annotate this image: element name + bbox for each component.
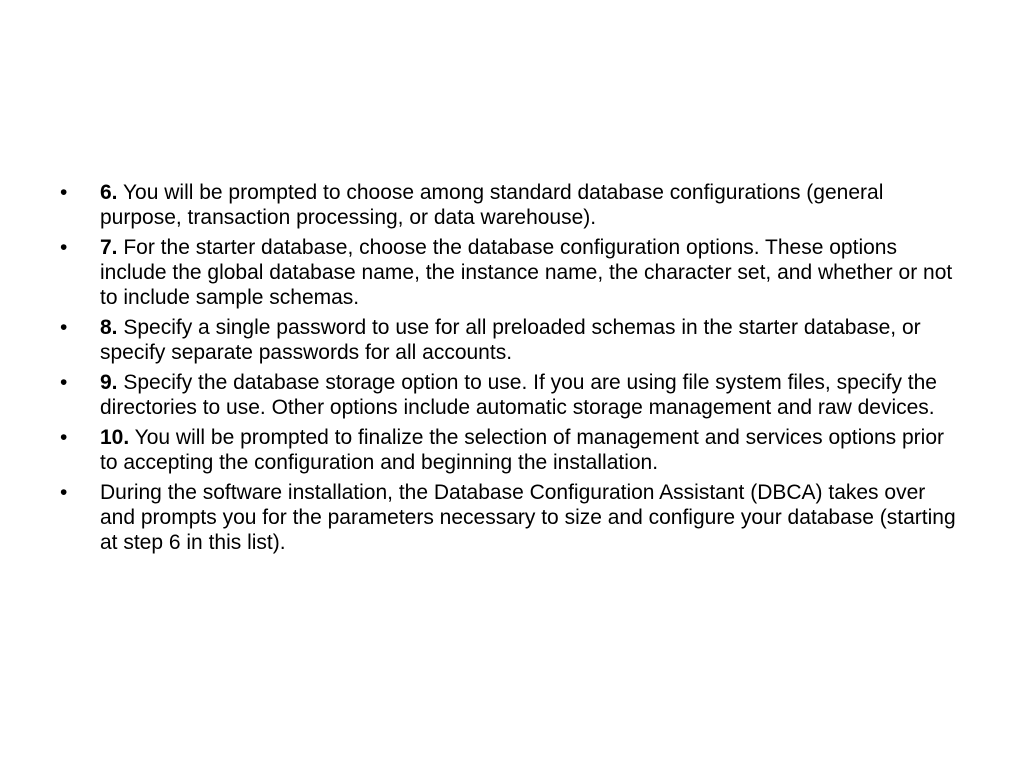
step-text: You will be prompted to choose among standard database configurations (general purpose, transaction processing, or data warehouse). [100, 181, 884, 229]
list-item [60, 480, 965, 555]
list-item [60, 370, 965, 420]
bullet-icon: • [60, 236, 68, 259]
list-item [60, 235, 965, 310]
list-item [60, 425, 965, 475]
bullet-icon: • [60, 426, 68, 449]
step-number: 7. [100, 236, 118, 259]
step-number: 10. [100, 426, 130, 449]
list-item [60, 315, 965, 365]
step-text: Specify the database storage option to use. If you are using file system files, specify the directories to use. Other options include automatic storage management and raw devices. [100, 371, 937, 419]
bullet-icon: • [60, 481, 68, 504]
step-text: For the starter database, choose the database configuration options. These options include the global database name, the instance name, the character set, and whether or not to include sample schemas. [100, 236, 953, 309]
bullet-icon: • [60, 181, 68, 204]
list-item [60, 180, 965, 230]
step-text: During the software installation, the Database Configuration Assistant (DBCA) takes over and prompts you for the parameters necessary to size and configure your database (starting at step 6 in this list). [100, 481, 956, 554]
bullet-icon: • [60, 316, 68, 339]
step-number: 8. [100, 316, 118, 339]
step-text: Specify a single password to use for all preloaded schemas in the starter database, or specify separate passwords for all accounts. [100, 316, 921, 364]
step-text: You will be prompted to finalize the selection of management and services options prior to accepting the configuration and beginning the installation. [100, 426, 945, 474]
step-number: 6. [100, 181, 118, 204]
bullet-icon: • [60, 371, 68, 394]
bullet-list [60, 180, 965, 560]
step-number: 9. [100, 371, 118, 394]
